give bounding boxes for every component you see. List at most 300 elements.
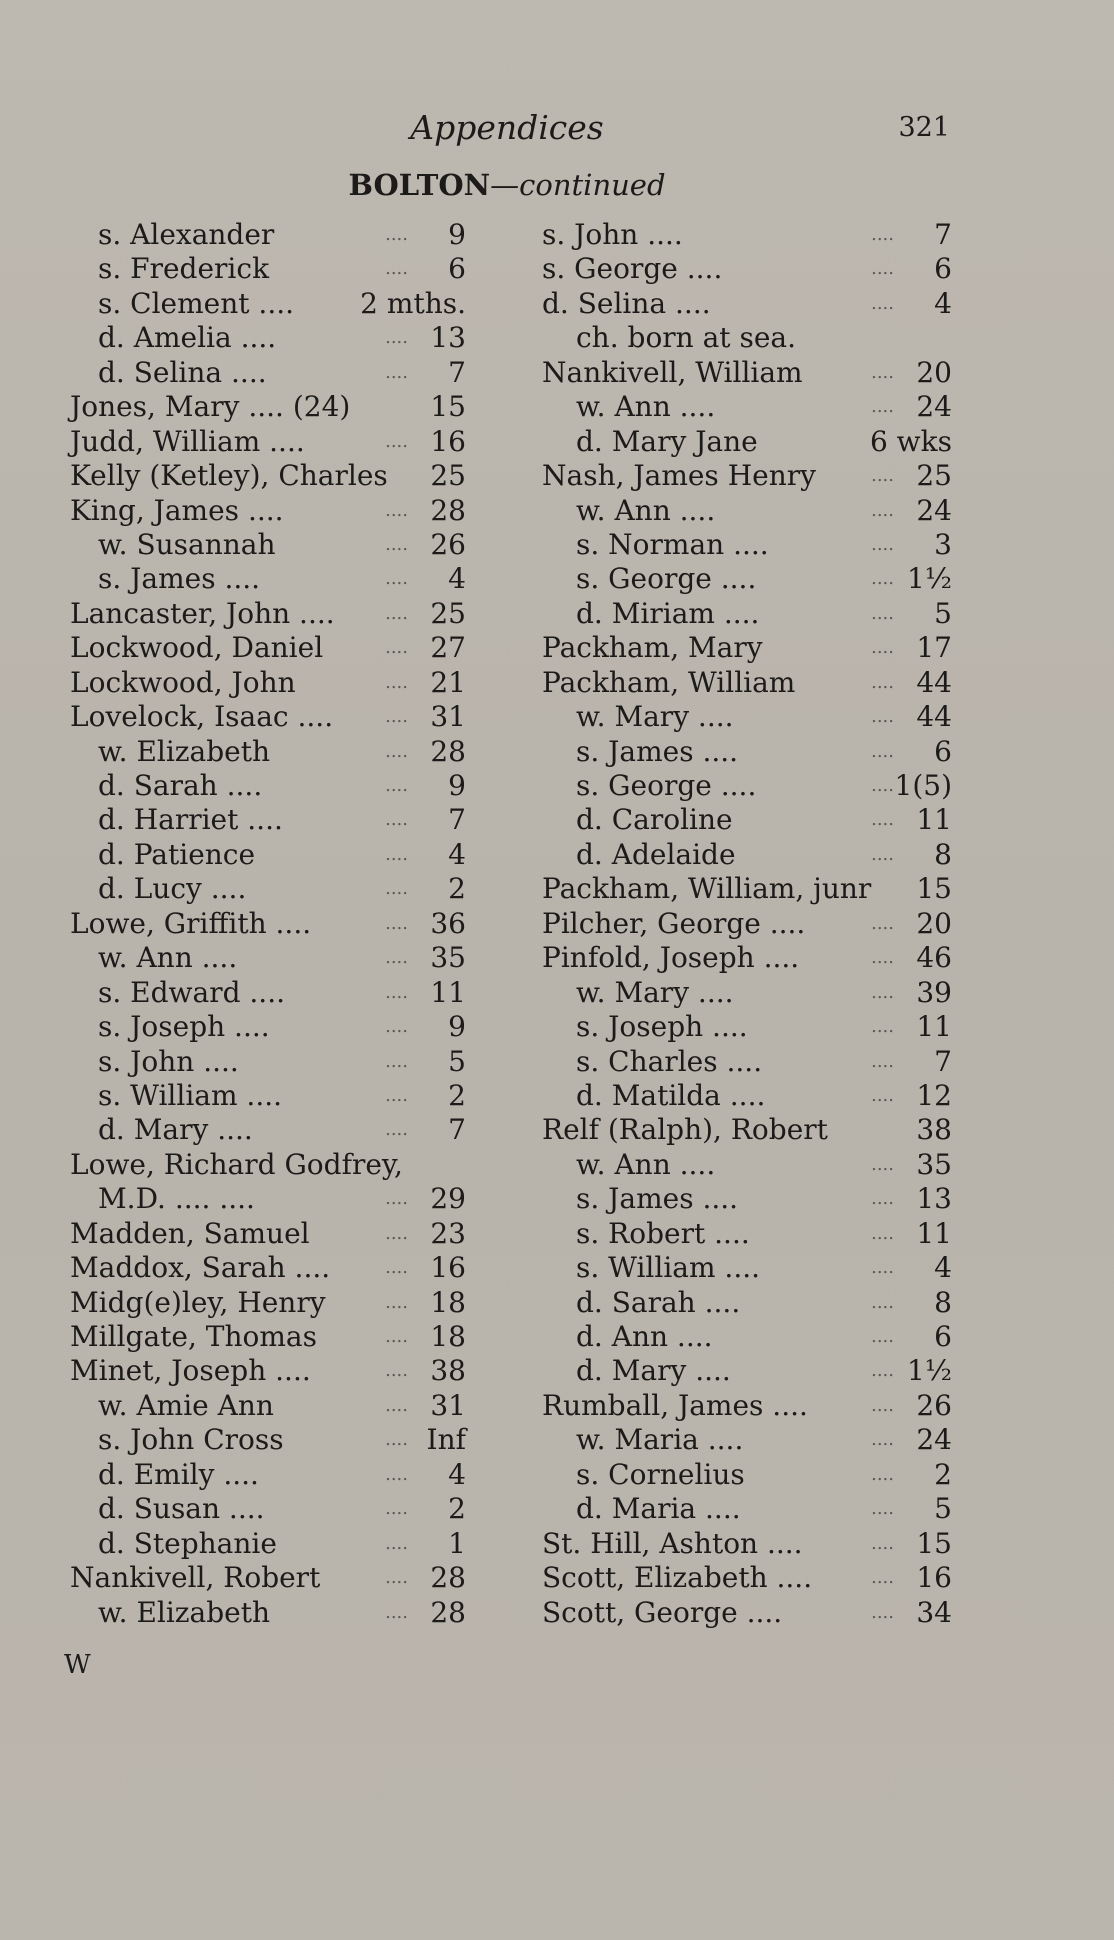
entry-name: d. Amelia .... bbox=[98, 321, 277, 355]
entry-row bbox=[70, 218, 466, 252]
entry-age: 25 bbox=[430, 459, 466, 493]
entry-row bbox=[70, 1354, 466, 1388]
leader-dots: .... bbox=[385, 327, 408, 349]
entry-age: 21 bbox=[430, 665, 466, 699]
entry-row bbox=[542, 597, 952, 631]
section-name: BOLTON bbox=[348, 168, 491, 202]
leader-dots: .... bbox=[871, 533, 894, 555]
entry-name: Millgate, Thomas bbox=[70, 1320, 317, 1353]
leader-dots: .... bbox=[871, 1360, 894, 1382]
leader-dots: .... bbox=[871, 1532, 894, 1554]
entry-row bbox=[542, 1010, 952, 1044]
entry-age: 6 bbox=[934, 252, 952, 286]
leader-dots: .... bbox=[871, 292, 894, 314]
leader-dots: .... bbox=[385, 671, 408, 693]
entry-age: 24 bbox=[916, 1423, 952, 1457]
leader-dots: .... bbox=[385, 602, 408, 624]
entry-name: s. James .... bbox=[576, 734, 739, 768]
entry-row bbox=[542, 1389, 952, 1423]
entry-name: Lovelock, Isaac .... bbox=[70, 700, 334, 734]
entry-age: 46 bbox=[916, 941, 952, 975]
entry-age: 1½ bbox=[907, 1354, 952, 1388]
entry-name: s. James .... bbox=[576, 1182, 739, 1216]
entry-age: 5 bbox=[934, 596, 952, 630]
leader-dots: .... bbox=[385, 947, 408, 969]
entry-name: d. Miriam .... bbox=[576, 596, 760, 630]
entry-age: 8 bbox=[934, 1285, 952, 1319]
entry-row bbox=[70, 321, 466, 355]
entry-row bbox=[542, 700, 952, 734]
entry-name: d. Sarah .... bbox=[98, 769, 263, 802]
entry-row bbox=[542, 1527, 952, 1561]
entry-age: 29 bbox=[430, 1182, 466, 1216]
entry-name: Packham, Mary bbox=[542, 631, 763, 665]
entry-name: s. Joseph .... bbox=[576, 1010, 748, 1044]
right-column bbox=[542, 218, 952, 1630]
entry-row bbox=[542, 941, 952, 975]
leader-dots: .... bbox=[385, 1119, 408, 1141]
leader-dots: .... bbox=[871, 637, 894, 659]
leader-dots: .... bbox=[871, 775, 894, 796]
leader-dots: .... bbox=[871, 1498, 894, 1520]
entry-age: 6 bbox=[934, 1320, 952, 1353]
entry-row bbox=[542, 356, 952, 390]
entry-name: s. Cornelius bbox=[576, 1457, 745, 1491]
entry-age: Inf bbox=[426, 1423, 466, 1457]
entry-row bbox=[542, 1354, 952, 1388]
entry-row bbox=[542, 1561, 952, 1595]
entry-row bbox=[70, 1251, 466, 1285]
entry-row bbox=[542, 321, 952, 355]
entry-age: 7 bbox=[448, 1113, 466, 1147]
leader-dots: .... bbox=[385, 568, 408, 590]
entry-age: 3 bbox=[934, 527, 952, 561]
leader-dots: .... bbox=[385, 1394, 408, 1416]
leader-dots: .... bbox=[385, 1360, 408, 1382]
section-continued: —continued bbox=[490, 168, 666, 202]
entry-row bbox=[70, 1113, 466, 1147]
entry-row bbox=[542, 252, 952, 286]
entry-name: s. Charles .... bbox=[576, 1044, 763, 1078]
entry-name: Kelly (Ketley), Charles bbox=[70, 459, 388, 493]
entry-age: 4 bbox=[934, 1251, 952, 1285]
entry-age: 28 bbox=[430, 734, 466, 768]
leader-dots: .... bbox=[385, 878, 408, 900]
entry-age: 4 bbox=[448, 562, 466, 596]
entry-row bbox=[70, 1320, 466, 1354]
leader-dots: .... bbox=[871, 1153, 894, 1175]
entry-name: Scott, Elizabeth .... bbox=[542, 1561, 813, 1595]
entry-name: ch. born at sea. bbox=[576, 321, 796, 355]
entry-name: King, James .... bbox=[70, 493, 284, 527]
entry-row bbox=[70, 1458, 466, 1492]
leader-dots: .... bbox=[871, 1429, 894, 1451]
entry-row bbox=[542, 1148, 952, 1182]
entry-row bbox=[70, 1492, 466, 1526]
entry-row bbox=[542, 1045, 952, 1079]
entry-row bbox=[70, 459, 466, 493]
leader-dots: .... bbox=[871, 602, 894, 624]
entry-age: 4 bbox=[448, 837, 466, 871]
entry-age: 11 bbox=[916, 803, 952, 837]
entry-age: 5 bbox=[448, 1044, 466, 1078]
entry-age: 24 bbox=[916, 493, 952, 527]
entry-row bbox=[70, 356, 466, 390]
leader-dots: .... bbox=[385, 1188, 408, 1210]
leader-dots: .... bbox=[871, 499, 894, 521]
leader-dots: .... bbox=[871, 396, 894, 418]
entry-name: Pilcher, George .... bbox=[542, 906, 806, 940]
entry-age: 35 bbox=[916, 1147, 952, 1181]
entry-name: w. Ann .... bbox=[576, 493, 716, 527]
entry-row bbox=[70, 1596, 466, 1630]
entry-name: d. Stephanie bbox=[98, 1526, 277, 1560]
entry-row bbox=[70, 735, 466, 769]
entry-age: 15 bbox=[916, 1526, 952, 1560]
entry-name: w. Ann .... bbox=[98, 941, 238, 975]
entry-row bbox=[70, 1217, 466, 1251]
entry-age: 18 bbox=[430, 1285, 466, 1319]
entry-age: 20 bbox=[916, 355, 952, 389]
entry-name: Scott, George .... bbox=[542, 1595, 783, 1629]
entry-name: d. Harriet .... bbox=[98, 803, 283, 837]
entry-age: 11 bbox=[430, 975, 466, 1009]
entry-name: s. James .... bbox=[98, 562, 261, 596]
entry-name: d. Ann .... bbox=[576, 1320, 713, 1353]
entry-row bbox=[70, 425, 466, 459]
leader-dots: .... bbox=[385, 706, 408, 728]
entry-row bbox=[70, 1079, 466, 1113]
entry-name: Judd, William .... bbox=[70, 424, 305, 458]
entry-age: 13 bbox=[916, 1182, 952, 1216]
entry-name: Lockwood, Daniel bbox=[70, 631, 324, 665]
entry-name: St. Hill, Ashton .... bbox=[542, 1526, 803, 1560]
entry-age: 44 bbox=[916, 665, 952, 699]
leader-dots: .... bbox=[871, 1222, 894, 1244]
entry-row bbox=[542, 1423, 952, 1457]
leader-dots: .... bbox=[871, 1463, 894, 1485]
entry-name: Relf (Ralph), Robert bbox=[542, 1113, 828, 1147]
leader-dots: .... bbox=[385, 1050, 408, 1072]
leader-dots: .... bbox=[871, 1050, 894, 1072]
entry-row bbox=[70, 631, 466, 665]
entry-row bbox=[70, 976, 466, 1010]
leader-dots: .... bbox=[871, 1084, 894, 1106]
entry-row bbox=[542, 1492, 952, 1526]
entry-name: s. Joseph .... bbox=[98, 1010, 270, 1044]
entry-age: 16 bbox=[430, 424, 466, 458]
entry-row bbox=[70, 1182, 466, 1216]
entry-row bbox=[542, 562, 952, 596]
entry-name: w. Susannah bbox=[98, 527, 276, 561]
entry-name: Pinfold, Joseph .... bbox=[542, 941, 800, 975]
entry-age: 25 bbox=[916, 459, 952, 493]
entry-age: 12 bbox=[916, 1078, 952, 1112]
entry-name: s. William .... bbox=[576, 1251, 761, 1285]
entry-name: Midg(e)ley, Henry bbox=[70, 1285, 326, 1319]
entry-name: Lowe, Griffith .... bbox=[70, 906, 312, 940]
entry-age: 11 bbox=[916, 1216, 952, 1250]
entry-row bbox=[542, 1251, 952, 1285]
entry-name: w. Mary .... bbox=[576, 700, 734, 734]
entry-row bbox=[542, 1182, 952, 1216]
entry-row bbox=[542, 528, 952, 562]
entry-age: 28 bbox=[430, 493, 466, 527]
entry-row bbox=[542, 1286, 952, 1320]
entry-age: 15 bbox=[430, 390, 466, 424]
leader-dots: .... bbox=[385, 499, 408, 521]
entry-row bbox=[70, 941, 466, 975]
entry-row bbox=[542, 769, 952, 803]
leader-dots: .... bbox=[871, 1188, 894, 1210]
entry-row bbox=[70, 287, 466, 321]
entry-age: 38 bbox=[430, 1354, 466, 1388]
entry-row bbox=[70, 562, 466, 596]
leader-dots: .... bbox=[871, 1257, 894, 1279]
running-header: Appendices bbox=[410, 108, 604, 147]
entry-age: 7 bbox=[934, 218, 952, 251]
entry-name: w. Maria .... bbox=[576, 1423, 744, 1457]
entry-row bbox=[542, 803, 952, 837]
leader-dots: .... bbox=[385, 1291, 408, 1313]
leader-dots: .... bbox=[385, 1601, 408, 1623]
entry-row bbox=[70, 838, 466, 872]
leader-dots: .... bbox=[385, 430, 408, 452]
entry-row bbox=[542, 735, 952, 769]
entry-age: 2 bbox=[934, 1457, 952, 1491]
leader-dots: .... bbox=[385, 775, 408, 796]
entry-age: 2 bbox=[448, 1078, 466, 1112]
page-number: 321 bbox=[898, 112, 950, 143]
entry-age: 9 bbox=[448, 218, 466, 251]
entry-name: w. Amie Ann bbox=[98, 1388, 274, 1422]
entry-row bbox=[70, 1045, 466, 1079]
entry-row bbox=[70, 1148, 466, 1182]
leader-dots: .... bbox=[871, 809, 894, 831]
leader-dots: .... bbox=[385, 981, 408, 1003]
entry-age: 16 bbox=[430, 1251, 466, 1285]
entry-name: s. Alexander bbox=[98, 218, 275, 251]
leader-dots: .... bbox=[871, 1291, 894, 1313]
entry-name: s. Norman .... bbox=[576, 527, 769, 561]
entry-name: Lockwood, John bbox=[70, 665, 296, 699]
entry-age: 2 bbox=[448, 1492, 466, 1526]
leader-dots: .... bbox=[385, 1567, 408, 1589]
entry-age: 28 bbox=[430, 1595, 466, 1629]
entry-age: 11 bbox=[916, 1010, 952, 1044]
entry-row bbox=[542, 1320, 952, 1354]
entry-row bbox=[70, 872, 466, 906]
leader-dots: .... bbox=[385, 843, 408, 865]
leader-dots: .... bbox=[385, 1016, 408, 1038]
leader-dots: .... bbox=[871, 706, 894, 728]
entry-name: Jones, Mary .... (24) bbox=[70, 390, 351, 424]
leader-dots: .... bbox=[385, 1257, 408, 1279]
entry-age: 24 bbox=[916, 390, 952, 424]
entry-name: d. Lucy .... bbox=[98, 872, 247, 906]
entry-name: s. Clement .... bbox=[98, 286, 295, 320]
entry-age: 8 bbox=[934, 837, 952, 871]
leader-dots: .... bbox=[385, 912, 408, 934]
leader-dots: .... bbox=[385, 533, 408, 555]
entry-name: Nankivell, Robert bbox=[70, 1561, 321, 1595]
entry-name: s. Robert .... bbox=[576, 1216, 750, 1250]
entry-row bbox=[70, 390, 466, 424]
entry-name: s. John .... bbox=[98, 1044, 239, 1078]
leader-dots: .... bbox=[871, 740, 894, 762]
entry-row bbox=[70, 1389, 466, 1423]
entry-name: d. Selina .... bbox=[542, 286, 711, 320]
entry-age: 15 bbox=[916, 872, 952, 906]
entry-row bbox=[542, 1079, 952, 1113]
entry-row bbox=[70, 1423, 466, 1457]
entry-name: w. Elizabeth bbox=[98, 1595, 271, 1629]
entry-age: 2 bbox=[448, 872, 466, 906]
leader-dots: .... bbox=[385, 809, 408, 831]
signature-mark: W bbox=[64, 1650, 91, 1680]
entry-age: 2 mths. bbox=[360, 286, 466, 320]
entry-row bbox=[542, 631, 952, 665]
entry-name: Lancaster, John .... bbox=[70, 596, 335, 630]
entry-row bbox=[70, 1561, 466, 1595]
entry-name: d. Patience bbox=[98, 837, 256, 871]
entry-age: 4 bbox=[448, 1457, 466, 1491]
entry-age: 34 bbox=[916, 1595, 952, 1629]
leader-dots: .... bbox=[871, 981, 894, 1003]
entry-age: 18 bbox=[430, 1320, 466, 1353]
entry-row bbox=[70, 803, 466, 837]
entry-age: 20 bbox=[916, 906, 952, 940]
entry-row bbox=[542, 1596, 952, 1630]
entry-name: w. Ann .... bbox=[576, 1147, 716, 1181]
leader-dots: .... bbox=[871, 1601, 894, 1623]
leader-dots: .... bbox=[385, 637, 408, 659]
entry-row bbox=[70, 907, 466, 941]
entry-name: Madden, Samuel bbox=[70, 1216, 310, 1250]
entry-age: 26 bbox=[916, 1388, 952, 1422]
leader-dots: .... bbox=[385, 1463, 408, 1485]
entry-age: 5 bbox=[934, 1492, 952, 1526]
entry-name: d. Emily .... bbox=[98, 1457, 259, 1491]
entry-row bbox=[542, 666, 952, 700]
entry-name: s. George .... bbox=[576, 562, 757, 596]
entry-name: d. Adelaide bbox=[576, 837, 736, 871]
entry-row bbox=[542, 1113, 952, 1147]
entry-row bbox=[542, 976, 952, 1010]
entry-age: 7 bbox=[934, 1044, 952, 1078]
entry-name: s. George .... bbox=[576, 769, 757, 802]
entry-row bbox=[542, 907, 952, 941]
entry-name: Lowe, Richard Godfrey, bbox=[70, 1147, 403, 1181]
entry-row bbox=[70, 252, 466, 286]
entry-name: M.D. .... .... bbox=[98, 1182, 255, 1216]
entry-age: 38 bbox=[916, 1113, 952, 1147]
entry-name: d. Mary Jane bbox=[576, 424, 758, 458]
entry-name: Maddox, Sarah .... bbox=[70, 1251, 331, 1285]
entry-row bbox=[70, 528, 466, 562]
section-title bbox=[0, 168, 1014, 202]
entry-age: 35 bbox=[430, 941, 466, 975]
entry-name: w. Mary .... bbox=[576, 975, 734, 1009]
entry-name: d. Mary .... bbox=[576, 1354, 731, 1388]
entry-name: d. Sarah .... bbox=[576, 1285, 741, 1319]
entry-name: d. Mary .... bbox=[98, 1113, 253, 1147]
leader-dots: .... bbox=[385, 258, 408, 280]
entry-name: Packham, William bbox=[542, 665, 796, 699]
leader-dots: .... bbox=[385, 1429, 408, 1451]
entry-age: 39 bbox=[916, 975, 952, 1009]
entry-row bbox=[70, 1286, 466, 1320]
entry-row bbox=[542, 1458, 952, 1492]
entry-age: 31 bbox=[430, 700, 466, 734]
entry-name: d. Selina .... bbox=[98, 355, 267, 389]
leader-dots: .... bbox=[385, 1222, 408, 1244]
entry-name: s. John Cross bbox=[98, 1423, 284, 1457]
entry-name: Rumball, James .... bbox=[542, 1388, 808, 1422]
leader-dots: .... bbox=[871, 465, 894, 487]
entry-name: s. Frederick bbox=[98, 252, 270, 286]
entry-name: d. Susan .... bbox=[98, 1492, 265, 1526]
entry-age: 9 bbox=[448, 1010, 466, 1044]
entry-row bbox=[542, 459, 952, 493]
entry-row bbox=[542, 1217, 952, 1251]
entry-age: 1(5) bbox=[894, 769, 952, 802]
entry-name: Minet, Joseph .... bbox=[70, 1354, 311, 1388]
leader-dots: .... bbox=[385, 740, 408, 762]
entry-age: 6 wks bbox=[869, 424, 952, 458]
entry-age: 36 bbox=[430, 906, 466, 940]
entry-age: 27 bbox=[430, 631, 466, 665]
entry-row bbox=[70, 1527, 466, 1561]
entry-age: 44 bbox=[916, 700, 952, 734]
leader-dots: .... bbox=[871, 224, 894, 245]
entry-row bbox=[70, 700, 466, 734]
entry-name: d. Maria .... bbox=[576, 1492, 741, 1526]
leader-dots: .... bbox=[871, 1016, 894, 1038]
entry-age: 9 bbox=[448, 769, 466, 802]
leader-dots: .... bbox=[871, 912, 894, 934]
entry-row bbox=[542, 494, 952, 528]
leader-dots: .... bbox=[871, 361, 894, 383]
entry-age: 17 bbox=[916, 631, 952, 665]
entry-row bbox=[70, 597, 466, 631]
entry-age: 1½ bbox=[907, 562, 952, 596]
entry-age: 28 bbox=[430, 1561, 466, 1595]
leader-dots: .... bbox=[871, 843, 894, 865]
leader-dots: .... bbox=[871, 568, 894, 590]
leader-dots: .... bbox=[385, 1326, 408, 1347]
entry-age: 16 bbox=[916, 1561, 952, 1595]
entry-name: d. Caroline bbox=[576, 803, 733, 837]
entry-row bbox=[542, 872, 952, 906]
entry-name: s. John .... bbox=[542, 218, 683, 251]
entry-name: Nankivell, William bbox=[542, 355, 803, 389]
entry-age: 31 bbox=[430, 1388, 466, 1422]
entry-row bbox=[70, 666, 466, 700]
left-column bbox=[70, 218, 466, 1630]
entry-row bbox=[70, 769, 466, 803]
entry-age: 4 bbox=[934, 286, 952, 320]
entry-row bbox=[542, 218, 952, 252]
entry-row bbox=[542, 287, 952, 321]
entry-age: 6 bbox=[448, 252, 466, 286]
leader-dots: .... bbox=[385, 361, 408, 383]
entry-age: 23 bbox=[430, 1216, 466, 1250]
leader-dots: .... bbox=[871, 671, 894, 693]
entry-name: Packham, William, junr bbox=[542, 872, 872, 906]
entry-name: Nash, James Henry bbox=[542, 459, 816, 493]
leader-dots: .... bbox=[385, 224, 408, 245]
